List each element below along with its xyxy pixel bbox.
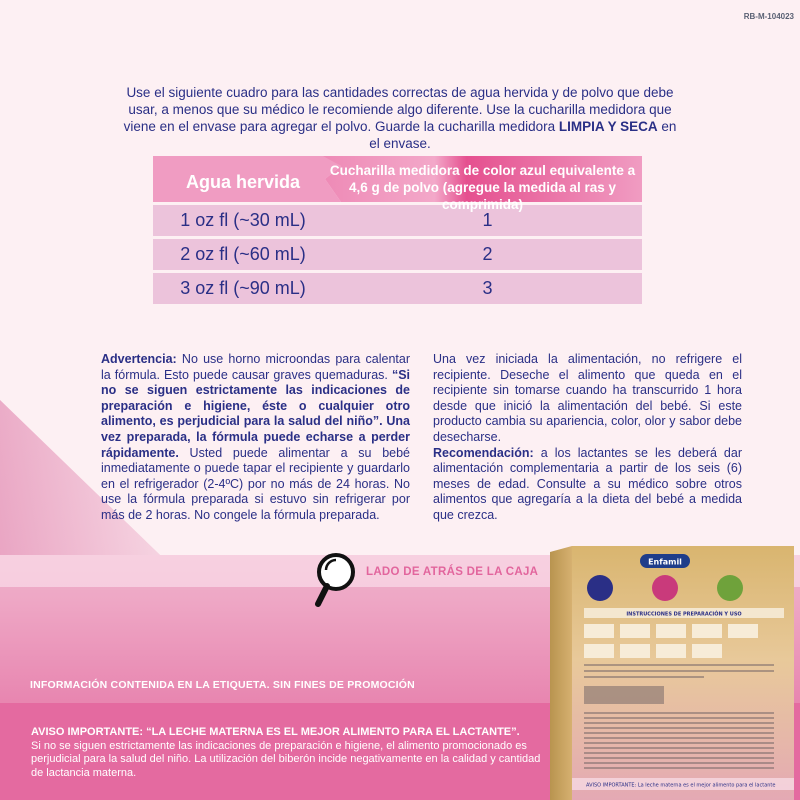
table-row [153, 273, 642, 304]
header-scoop: Cucharilla medidora de color azul equivalente a 4,6 g de polvo (agregue la medida al ras y comprimida) [329, 163, 636, 212]
intro-emphasis: LIMPIA Y SECA [558, 119, 658, 134]
magnifier-icon [312, 550, 360, 610]
dosage-table [153, 156, 642, 304]
header-water: Agua hervida [185, 172, 301, 192]
reference-code: RB-M-104023 [743, 12, 794, 21]
intro-paragraph: Use el siguiente cuadro para las cantidades correctas de agua hervida y de polvo que debe usar, a menos que su médico le recomiende algo diferente. Use la cucharilla medidora que viene en el envase para agregar el polvo. Guarde la cucharilla medidora LIMPIA Y SECA en el envase. [123, 85, 677, 151]
water-cell: 1 oz fl (~30 mL) [180, 210, 306, 230]
scoop-cell: 3 [482, 278, 493, 298]
label-info-notice: INFORMACIÓN CONTENIDA EN LA ETIQUETA. SIN FINES DE PROMOCIÓN [30, 679, 415, 691]
important-notice-body: Si no se siguen estrictamente las indicaciones de preparación e higiene, el alimento promocionado es perjudicial para la salud del niño. La utilización del biberón incide negativamente en la calidad y cantidad de lactancia materna. [31, 739, 541, 779]
scoop-cell: 1 [482, 210, 493, 230]
important-notice-title: AVISO IMPORTANTE: “LA LECHE MATERNA ES EL MEJOR ALIMENTO PARA EL LACTANTE”. [31, 726, 520, 738]
table-row [153, 239, 642, 270]
box-brand: Enfamil [648, 557, 682, 567]
dosage-table-header [153, 156, 642, 212]
important-notice [31, 726, 541, 780]
scoop-cell: 2 [482, 244, 493, 264]
box-back-label: LADO DE ATRÁS DE LA CAJA [366, 566, 539, 578]
warning-label: Advertencia: [101, 352, 177, 366]
water-cell: 2 oz fl (~60 mL) [180, 244, 306, 264]
warning-right-column: Una vez iniciada la alimentación, no refrigere el recipiente. Deseche el alimento que queda en el recipiente sin tomarse cuando ha transcurrido 1 hora desde que inició la alimentación del bebé. Si este producto cambia su apariencia, color, olor y sabor debe desecharse. Recomendación: a los lactantes se les deberá dar alimentación complementaria a partir de los seis (6) meses de edad. Consulte a su médico sobre otros alimentos que agregaría a la dieta del bebé a medida que crezca. [433, 352, 742, 522]
product-box-image [550, 546, 800, 800]
warning-bold-quote: “Si no se siguen estrictamente las indicaciones de preparación e higiene, éste o cualquier otro alimento, es perjudicial para la salud del niño”. Una vez preparada, la fórmula puede echarse a perder rápidamente. [101, 367, 410, 460]
warning-left-column: Advertencia: No use horno microondas para calentar la fórmula. Esto puede causar graves quemaduras. “Si no se siguen estrictamente las indicaciones de preparación e higiene, éste o cualquier otro alimento, es perjudicial para la salud del niño”. Una vez preparada, la fórmula puede echarse a perder rápidamente. Usted puede alimentar a su bebé inmediatamente o puede tapar el recipiente y guardarlo en el refrigerador (2-4ºC) por no más de 24 horas. No use la fórmula preparada si estuvo sin refrigerar por más de 2 horas. No congele la fórmula preparada. [101, 352, 410, 522]
water-cell: 3 oz fl (~90 mL) [180, 278, 306, 298]
box-section-title: INSTRUCCIONES DE PREPARACIÓN Y USO [626, 611, 742, 618]
recommendation-label: Recomendación: [433, 445, 534, 460]
box-footer-notice: AVISO IMPORTANTE: La leche materna es el mejor alimento para el lactante [586, 782, 776, 789]
